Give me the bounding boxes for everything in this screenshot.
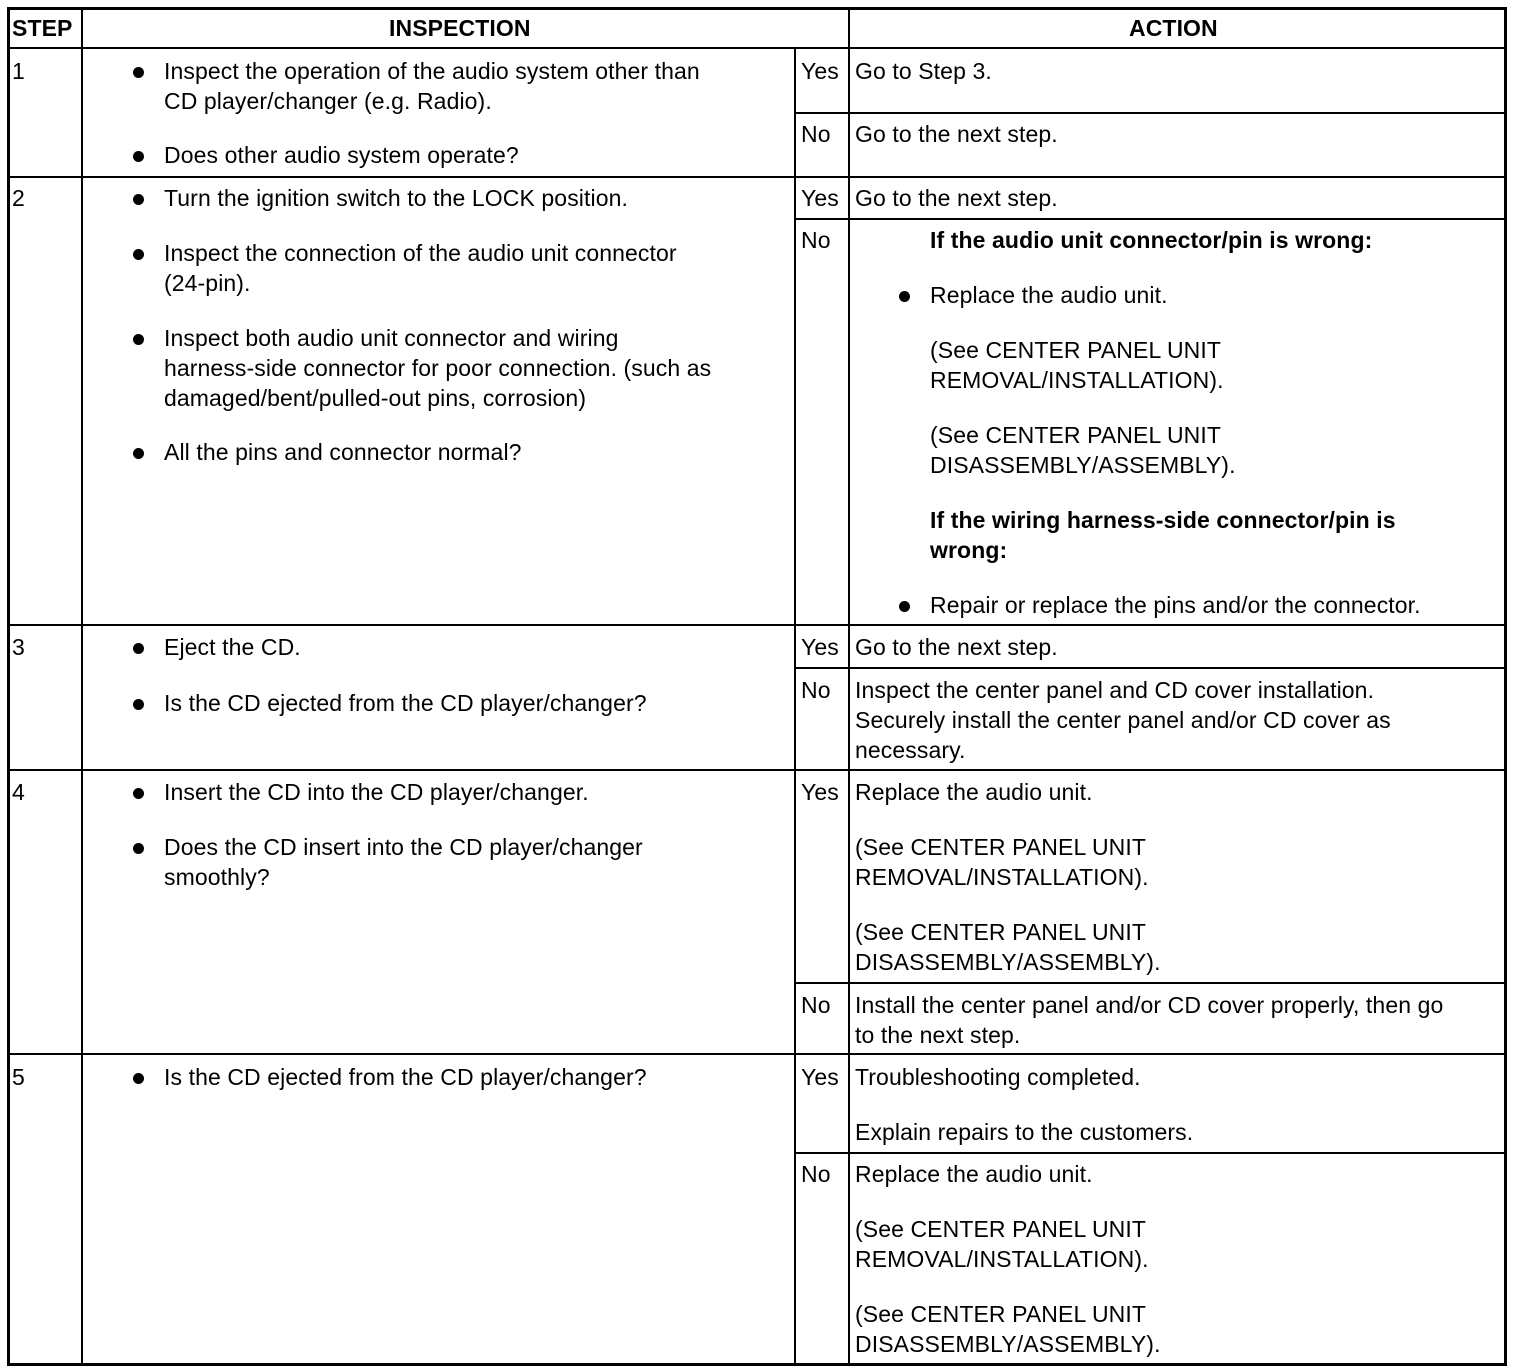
inspection-text: CD player/changer (e.g. Radio).: [164, 88, 492, 114]
reference-text: (See CENTER PANEL UNIT: [930, 422, 1222, 448]
step-number: 4: [12, 779, 25, 805]
reference-text: (See CENTER PANEL UNIT: [930, 337, 1222, 363]
border-bottom: [7, 1363, 1507, 1366]
inspection-text: damaged/bent/pulled-out pins, corrosion): [164, 385, 587, 411]
reference-text: DISASSEMBLY/ASSEMBLY).: [930, 452, 1236, 478]
reference-text: REMOVAL/INSTALLATION).: [855, 1246, 1149, 1272]
divider-step: [81, 7, 83, 1366]
yes-label: Yes: [801, 185, 839, 211]
condition-heading: If the audio unit connector/pin is wrong:: [930, 227, 1373, 253]
inspection-text: Inspect the operation of the audio system other than: [164, 58, 700, 84]
divider-row1: [7, 176, 1507, 178]
yes-action: Explain repairs to the customers.: [855, 1119, 1194, 1145]
header-action: ACTION: [1129, 15, 1218, 41]
bullet-icon: [133, 699, 144, 710]
reference-text: DISASSEMBLY/ASSEMBLY).: [855, 949, 1161, 975]
inspection-text: Does other audio system operate?: [164, 142, 519, 168]
no-action: Go to the next step.: [855, 121, 1058, 147]
yes-action: Go to Step 3.: [855, 58, 992, 84]
inspection-text: harness-side connector for poor connection. (such as: [164, 355, 712, 381]
inspection-text: Eject the CD.: [164, 634, 301, 660]
bullet-icon: [133, 788, 144, 799]
divider-row2: [7, 624, 1507, 626]
split-row4: [794, 982, 1507, 984]
bullet-icon: [133, 1073, 144, 1084]
yes-action: Troubleshooting completed.: [855, 1064, 1141, 1090]
no-action: Replace the audio unit.: [930, 282, 1168, 308]
yes-label: Yes: [801, 1064, 839, 1090]
no-label: No: [801, 1161, 831, 1187]
inspection-text: Inspect both audio unit connector and wiring: [164, 325, 619, 351]
bullet-icon: [133, 67, 144, 78]
step-number: 2: [12, 185, 25, 211]
reference-text: REMOVAL/INSTALLATION).: [930, 367, 1224, 393]
reference-text: (See CENTER PANEL UNIT: [855, 834, 1147, 860]
step-number: 1: [12, 58, 25, 84]
no-action: Inspect the center panel and CD cover installation.: [855, 677, 1375, 703]
yes-action: Go to the next step.: [855, 634, 1058, 660]
step-number: 3: [12, 634, 25, 660]
no-action: to the next step.: [855, 1022, 1021, 1048]
condition-heading: wrong:: [930, 537, 1008, 563]
reference-text: (See CENTER PANEL UNIT: [855, 1216, 1147, 1242]
divider-row3: [7, 769, 1507, 771]
no-label: No: [801, 121, 831, 147]
bullet-icon: [899, 291, 910, 302]
no-action: Repair or replace the pins and/or the connector.: [930, 592, 1421, 618]
inspection-text: smoothly?: [164, 864, 270, 890]
bullet-icon: [133, 448, 144, 459]
reference-text: (See CENTER PANEL UNIT: [855, 919, 1147, 945]
split-row1: [794, 112, 1507, 114]
condition-heading: If the wiring harness-side connector/pin is: [930, 507, 1396, 533]
reference-text: REMOVAL/INSTALLATION).: [855, 864, 1149, 890]
no-action: Install the center panel and/or CD cover properly, then go: [855, 992, 1444, 1018]
inspection-text: Is the CD ejected from the CD player/changer?: [164, 690, 647, 716]
inspection-text: Inspect the connection of the audio unit connector: [164, 240, 677, 266]
no-action: necessary.: [855, 737, 966, 763]
bullet-icon: [133, 249, 144, 260]
reference-text: (See CENTER PANEL UNIT: [855, 1301, 1147, 1327]
inspection-text: Insert the CD into the CD player/changer.: [164, 779, 589, 805]
no-label: No: [801, 227, 831, 253]
split-row3: [794, 667, 1507, 669]
bullet-icon: [133, 843, 144, 854]
header-step: STEP: [12, 15, 73, 41]
bullet-icon: [899, 601, 910, 612]
inspection-text: (24-pin).: [164, 270, 251, 296]
step-number: 5: [12, 1064, 25, 1090]
reference-text: DISASSEMBLY/ASSEMBLY).: [855, 1331, 1161, 1357]
no-label: No: [801, 992, 831, 1018]
yes-label: Yes: [801, 779, 839, 805]
no-action: Securely install the center panel and/or CD cover as: [855, 707, 1391, 733]
yes-label: Yes: [801, 634, 839, 660]
inspection-text: Is the CD ejected from the CD player/changer?: [164, 1064, 647, 1090]
border-left: [7, 7, 10, 1366]
inspection-text: Does the CD insert into the CD player/changer: [164, 834, 643, 860]
divider-header: [7, 47, 1507, 49]
yes-action: Go to the next step.: [855, 185, 1058, 211]
yes-label: Yes: [801, 58, 839, 84]
divider-action: [848, 7, 850, 1366]
border-right: [1504, 7, 1507, 1366]
bullet-icon: [133, 151, 144, 162]
divider-yesno: [794, 48, 796, 1366]
divider-row4: [7, 1053, 1507, 1055]
split-row2: [794, 218, 1507, 220]
bullet-icon: [133, 334, 144, 345]
split-row5: [794, 1152, 1507, 1154]
inspection-text: Turn the ignition switch to the LOCK position.: [164, 185, 628, 211]
bullet-icon: [133, 194, 144, 205]
bullet-icon: [133, 643, 144, 654]
border-top: [7, 7, 1507, 10]
no-label: No: [801, 677, 831, 703]
yes-action: Replace the audio unit.: [855, 779, 1093, 805]
header-inspection: INSPECTION: [389, 15, 531, 41]
inspection-text: All the pins and connector normal?: [164, 439, 522, 465]
no-action: Replace the audio unit.: [855, 1161, 1093, 1187]
